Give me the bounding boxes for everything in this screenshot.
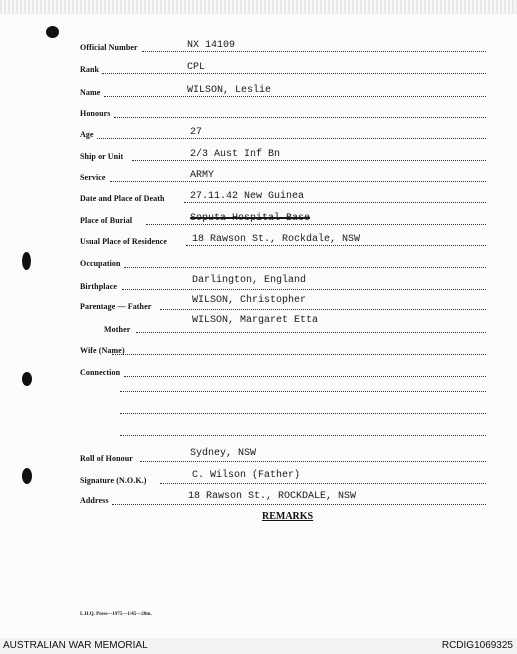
field-label: Name	[80, 88, 101, 97]
field-service	[0, 170, 517, 186]
field-value: 18 Rawson St., ROCKDALE, NSW	[188, 491, 357, 502]
dotted-line	[122, 289, 486, 290]
dotted-line	[104, 96, 486, 97]
dotted-line	[112, 354, 486, 355]
field-label: Rank	[80, 65, 100, 74]
field-value: 18 Rawson St., Rockdale, NSW	[192, 234, 361, 245]
field-label: Age	[80, 130, 94, 139]
field-honours	[0, 106, 517, 122]
dotted-line	[114, 117, 486, 118]
archive-name: AUSTRALIAN WAR MEMORIAL	[3, 640, 148, 651]
field-occupation	[0, 256, 517, 272]
scan-edge	[0, 0, 517, 14]
field-signature-nok	[0, 472, 517, 488]
field-value: Sydney, NSW	[190, 448, 257, 459]
dotted-line	[102, 73, 486, 74]
dotted-line	[184, 202, 486, 203]
field-connection	[0, 365, 517, 381]
field-value: ARMY	[190, 170, 215, 181]
field-official-number	[0, 40, 517, 56]
field-label: Birthplace	[80, 282, 117, 291]
field-value: C. Wilson (Father)	[192, 470, 301, 481]
field-value: WILSON, Margaret Etta	[192, 315, 319, 326]
dotted-line	[97, 138, 486, 139]
field-label: Wife (Name)	[80, 346, 125, 355]
field-place-of-burial	[0, 213, 517, 229]
dotted-line	[120, 413, 486, 414]
field-birthplace	[0, 275, 517, 294]
field-value: 27.11.42 New Guinea	[190, 191, 305, 202]
dotted-line	[140, 461, 486, 462]
field-label: Honours	[80, 109, 111, 118]
field-name	[0, 85, 517, 101]
field-value: CPL	[187, 62, 206, 73]
field-value: NX 14109	[187, 40, 236, 51]
dotted-line	[186, 245, 486, 246]
field-label: Official Number	[80, 43, 138, 52]
dotted-line	[120, 391, 486, 392]
archive-footer	[0, 638, 517, 654]
dotted-line	[160, 483, 486, 484]
field-value: WILSON, Leslie	[187, 85, 272, 96]
punch-hole	[46, 26, 59, 38]
field-value: 27	[190, 127, 203, 138]
field-label: Roll of Honour	[80, 454, 133, 463]
print-code: L.H.Q. Press—1975—1/45—20m.	[80, 612, 152, 617]
field-value: WILSON, Christopher	[192, 295, 307, 306]
field-ship-or-unit	[0, 149, 517, 165]
field-wife-name	[0, 343, 517, 359]
field-label: Address	[80, 496, 109, 505]
field-label: Mother	[104, 325, 131, 334]
field-value: Darlington, England	[192, 275, 307, 286]
field-value: 2/3 Aust Inf Bn	[190, 149, 281, 160]
dotted-line	[160, 309, 486, 310]
field-label: Ship or Unit	[80, 152, 124, 161]
field-date-place-of-death	[0, 191, 517, 207]
field-value: Soputa Hospital Base	[190, 213, 311, 224]
record-id: RCDIG1069325	[441, 640, 513, 651]
field-label: Connection	[80, 368, 121, 377]
field-label: Signature (N.O.K.)	[80, 476, 147, 485]
dotted-line	[120, 435, 486, 436]
field-label: Place of Burial	[80, 216, 133, 225]
dotted-line	[146, 224, 486, 225]
field-label: Date and Place of Death	[80, 194, 165, 203]
field-mother	[0, 315, 517, 337]
field-label: Usual Place of Residence	[80, 237, 168, 246]
field-label: Occupation	[80, 259, 121, 268]
field-usual-residence	[0, 234, 517, 250]
dotted-line	[124, 267, 486, 268]
field-rank	[0, 62, 517, 78]
dotted-line	[124, 376, 486, 377]
dotted-line	[132, 160, 486, 161]
dotted-line	[110, 181, 486, 182]
dotted-line	[112, 504, 486, 505]
field-father	[0, 295, 517, 314]
dotted-line	[142, 51, 486, 52]
field-label: Parentage — Father	[80, 302, 152, 311]
field-roll-of-honour	[0, 450, 517, 466]
field-address	[0, 493, 517, 509]
field-label: Service	[80, 173, 106, 182]
remarks-heading: REMARKS	[262, 511, 314, 522]
field-age	[0, 127, 517, 143]
dotted-line	[136, 332, 486, 333]
